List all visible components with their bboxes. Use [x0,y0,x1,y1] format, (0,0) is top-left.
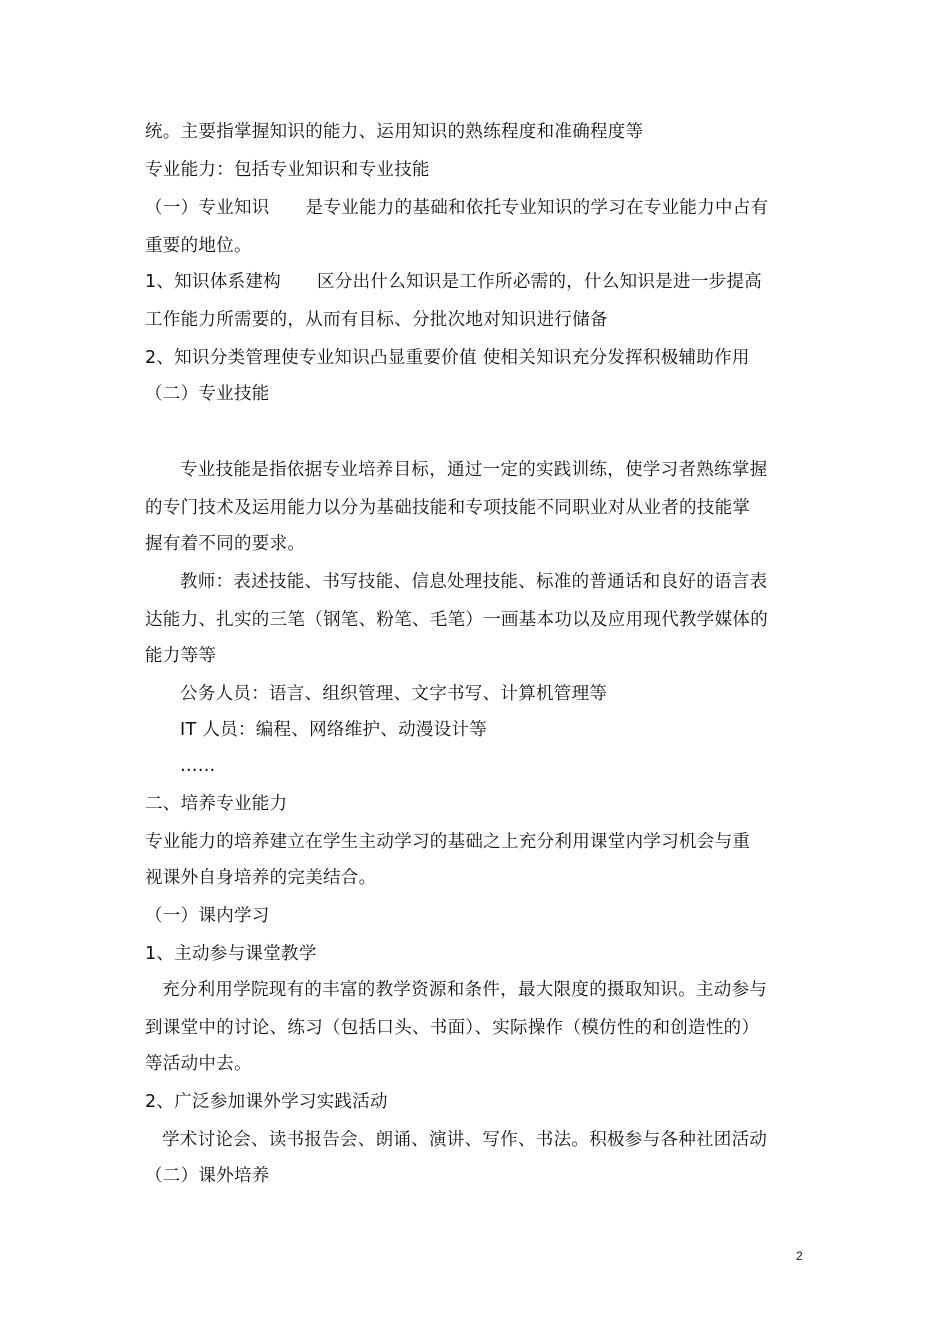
ellipsis: …… [180,756,216,776]
paragraph-line: 工作能力所需要的，从而有目标、分批次地对知识进行储备 [145,310,608,330]
paragraph-line: 专业能力的培养建立在学生主动学习的基础之上充分利用课堂内学习机会与重 [145,832,751,852]
section-heading: （二）专业技能 [145,384,270,404]
paragraph-line: 教师：表述技能、书写技能、信息处理技能、标准的普通话和良好的语言表 [180,572,768,592]
paragraph-line: 2、知识分类管理使专业知识凸显重要价值 使相关知识充分发挥积极辅助作用 [145,348,750,368]
paragraph-line: 握有着不同的要求。 [145,534,306,554]
list-heading: 1、知识体系建构 [145,272,282,292]
paragraph-line: 专业能力：包括专业知识和专业技能 [145,160,430,180]
paragraph-line: 能力等等 [145,646,217,666]
paragraph-line [145,196,768,220]
section-heading: （一）课内学习 [145,906,270,926]
paragraph-line: 的专门技术及运用能力以分为基础技能和专项技能不同职业对从业者的技能掌 [145,498,751,518]
page-number: 2 [796,1249,803,1263]
paragraph-line: 到课堂中的讨论、练习（包括口头、书面）、实际操作（模仿性的和创造性的） [145,1018,760,1038]
paragraph-text: 是专业能力的基础和依托专业知识的学习在专业能力中占有 [305,198,769,218]
section-heading: 二、培养专业能力 [145,794,288,814]
section-heading: （一）专业知识 [145,198,270,218]
paragraph-line: 等活动中去。 [145,1054,252,1074]
paragraph-line: 重要的地位。 [145,236,252,256]
paragraph-line: 充分利用学院现有的丰富的教学资源和条件，最大限度的摄取知识。主动参与 [162,980,768,1000]
paragraph-text: 区分出什么知识是工作所必需的，什么知识是进一步提高 [317,272,763,292]
paragraph-line [145,270,762,294]
paragraph-line: IT 人员：编程、网络维护、动漫设计等 [180,720,488,740]
list-heading: 1、主动参与课堂教学 [145,944,317,964]
paragraph-line: 学术讨论会、读书报告会、朗诵、演讲、写作、书法。积极参与各种社团活动 [162,1130,768,1150]
paragraph-line: 专业技能是指依据专业培养目标，通过一定的实践训练，使学习者熟练掌握 [180,460,768,480]
paragraph-line: 公务人员：语言、组织管理、文字书写、计算机管理等 [180,684,608,704]
section-heading: （二）课外培养 [145,1166,270,1186]
paragraph-line: 统。主要指掌握知识的能力、运用知识的熟练程度和准确程度等 [145,122,644,142]
list-heading: 2、广泛参加课外学习实践活动 [145,1092,388,1112]
paragraph-line: 达能力、扎实的三笔（钢笔、粉笔、毛笔）一画基本功以及应用现代教学媒体的 [145,610,768,630]
paragraph-line: 视课外自身培养的完美结合。 [145,868,377,888]
